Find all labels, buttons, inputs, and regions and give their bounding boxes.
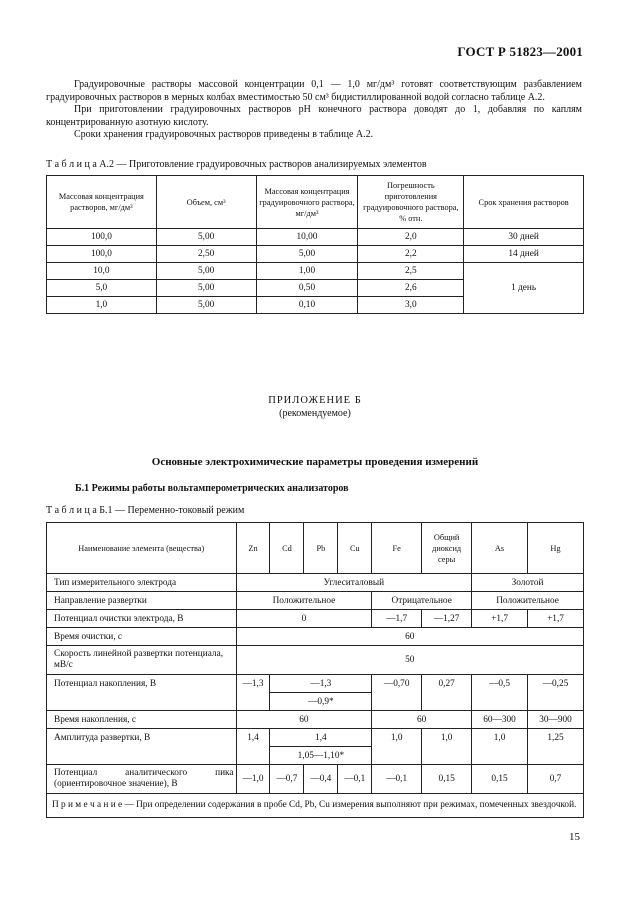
table-cell: —0,5	[472, 675, 528, 711]
column-header: Объем, см³	[156, 176, 256, 229]
table-cell: 100,0	[47, 246, 157, 263]
row-label: Потенциал аналитического пика (ориентировочное значение), В	[47, 765, 237, 794]
table-cell: 30 дней	[464, 229, 584, 246]
table-cell: —0,1	[338, 765, 372, 794]
table-row	[47, 628, 584, 646]
table-cell: 1,00	[256, 263, 358, 280]
table-cell: 2,6	[358, 280, 464, 297]
row-label: Тип измерительного электрода	[47, 574, 237, 592]
column-header: Общий диоксид серы	[422, 523, 472, 574]
table-row	[47, 574, 584, 592]
table-cell: —0,70	[372, 675, 422, 711]
column-header: Срок хранения растворов	[464, 176, 584, 229]
table-cell: Положительное	[472, 592, 584, 610]
table-cell: 2,2	[358, 246, 464, 263]
table-cell: +1,7	[528, 610, 584, 628]
table-cell: 0,7	[528, 765, 584, 794]
table-cell: 5,00	[156, 280, 256, 297]
table-cell: 0	[236, 610, 372, 628]
intro-text	[46, 79, 582, 142]
table-cell: 1,4	[270, 729, 372, 747]
column-header: Fe	[372, 523, 422, 574]
column-header: Cu	[338, 523, 372, 574]
table-cell: 60	[236, 711, 372, 729]
table-cell: 5,00	[256, 246, 358, 263]
table-row	[47, 610, 584, 628]
column-header: Массовая концентрация растворов, мг/дм³	[47, 176, 157, 229]
table-cell: —1,3	[236, 675, 270, 711]
table-b1-caption: Т а б л и ц а Б.1 — Переменно-токовый режим	[46, 505, 245, 516]
table-cell: —0,25	[528, 675, 584, 711]
column-header: Pb	[304, 523, 338, 574]
table-cell-merged: 1 день	[464, 263, 584, 314]
table-row	[47, 794, 584, 818]
table-cell: 5,00	[156, 297, 256, 314]
table-cell: Углеситаловый	[236, 574, 472, 592]
column-header: As	[472, 523, 528, 574]
table-cell: 100,0	[47, 229, 157, 246]
table-header-row	[47, 523, 584, 574]
table-cell: Положительное	[236, 592, 372, 610]
page-number: 15	[569, 831, 580, 843]
column-header: Hg	[528, 523, 584, 574]
table-cell: 1,0	[422, 729, 472, 765]
table-cell: 5,0	[47, 280, 157, 297]
table-b1	[46, 522, 584, 818]
table-cell: 30—900	[528, 711, 584, 729]
row-label: Потенциал накопления, В	[47, 675, 237, 711]
intro-paragraph: Градуировочные растворы массовой концентрации 0,1 — 1,0 мг/дм³ готовят соответствующим разбавлением градуировочных растворов в мерных колбах вместимостью 50 см³ бидистиллированной водой согласно таблице А.2.	[46, 79, 582, 103]
row-label: Время очистки, с	[47, 628, 237, 646]
intro-paragraph: Сроки хранения градуировочных растворов приведены в таблице А.2.	[74, 129, 374, 140]
column-header: Zn	[236, 523, 270, 574]
table-cell: 1,05—1,10*	[270, 747, 372, 765]
column-header: Погрешность приготовления градуировочного раствора, % отн.	[358, 176, 464, 229]
table-cell: 1,0	[372, 729, 422, 765]
table-header-row	[47, 176, 584, 229]
table-cell: —1,3	[270, 675, 372, 693]
table-cell: 0,10	[256, 297, 358, 314]
table-note: П р и м е ч а н и е — При определении содержания в пробе Cd, Pb, Cu измерения выполняют при режимах, помеченных звездочкой.	[47, 794, 584, 818]
table-cell: Отрицательное	[372, 592, 472, 610]
table-cell: 0,15	[472, 765, 528, 794]
table-a2-caption: Т а б л и ц а А.2 — Приготовление градуировочных растворов анализируемых элементов	[46, 159, 427, 170]
table-row	[47, 263, 584, 280]
row-label: Направление развертки	[47, 592, 237, 610]
table-cell: 1,25	[528, 729, 584, 765]
table-cell: 3,0	[358, 297, 464, 314]
table-cell: 1,0	[472, 729, 528, 765]
table-cell: 60—300	[472, 711, 528, 729]
table-cell: 1,0	[47, 297, 157, 314]
row-label: Скорость линейной развертки потенциала, мВ/с	[47, 646, 237, 675]
table-cell: —0,9*	[270, 693, 372, 711]
column-header: Наименование элемента (вещества)	[47, 523, 237, 574]
table-cell: 2,50	[156, 246, 256, 263]
row-label: Амплитуда развертки, В	[47, 729, 237, 765]
table-a2	[46, 175, 584, 314]
table-row	[47, 711, 584, 729]
table-cell: 2,5	[358, 263, 464, 280]
table-cell: 50	[236, 646, 583, 675]
table-row	[47, 592, 584, 610]
table-cell: 5,00	[156, 263, 256, 280]
table-cell: —1,0	[236, 765, 270, 794]
table-row	[47, 229, 584, 246]
table-cell: Золотой	[472, 574, 584, 592]
table-row	[47, 646, 584, 675]
table-cell: 2,0	[358, 229, 464, 246]
table-cell: 60	[372, 711, 472, 729]
table-cell: 10,0	[47, 263, 157, 280]
table-cell: 60	[236, 628, 583, 646]
table-cell: +1,7	[472, 610, 528, 628]
document-header: ГОСТ Р 51823—2001	[457, 44, 583, 59]
table-cell: 0,50	[256, 280, 358, 297]
table-cell: 0,27	[422, 675, 472, 711]
table-cell: 0,15	[422, 765, 472, 794]
table-cell: —0,1	[372, 765, 422, 794]
table-cell: —0,7	[270, 765, 304, 794]
intro-paragraph: При приготовлении градуировочных растворов pH конечного раствора доводят до 1, добавляя по каплям концентрированную азотную кислоту.	[46, 104, 582, 128]
appendix-title: ПРИЛОЖЕНИЕ Б	[268, 395, 362, 406]
column-header: Cd	[270, 523, 304, 574]
table-cell: 5,00	[156, 229, 256, 246]
appendix-subtitle: (рекомендуемое)	[279, 408, 351, 419]
table-cell: 14 дней	[464, 246, 584, 263]
section-heading: Б.1 Режимы работы вольтамперометрических анализаторов	[75, 483, 349, 494]
table-cell: —1,7	[372, 610, 422, 628]
table-row	[47, 729, 584, 747]
table-cell: —0,4	[304, 765, 338, 794]
table-cell: 10,00	[256, 229, 358, 246]
row-label: Потенциал очистки электрода, В	[47, 610, 237, 628]
table-cell: 1,4	[236, 729, 270, 765]
row-label: Время накопления, с	[47, 711, 237, 729]
table-row	[47, 765, 584, 794]
table-row	[47, 675, 584, 693]
appendix-heading: Основные электрохимические параметры проведения измерений	[151, 456, 479, 468]
table-row	[47, 246, 584, 263]
column-header: Массовая концентрация градуировочного раствора, мг/дм³	[256, 176, 358, 229]
table-cell: —1,27	[422, 610, 472, 628]
